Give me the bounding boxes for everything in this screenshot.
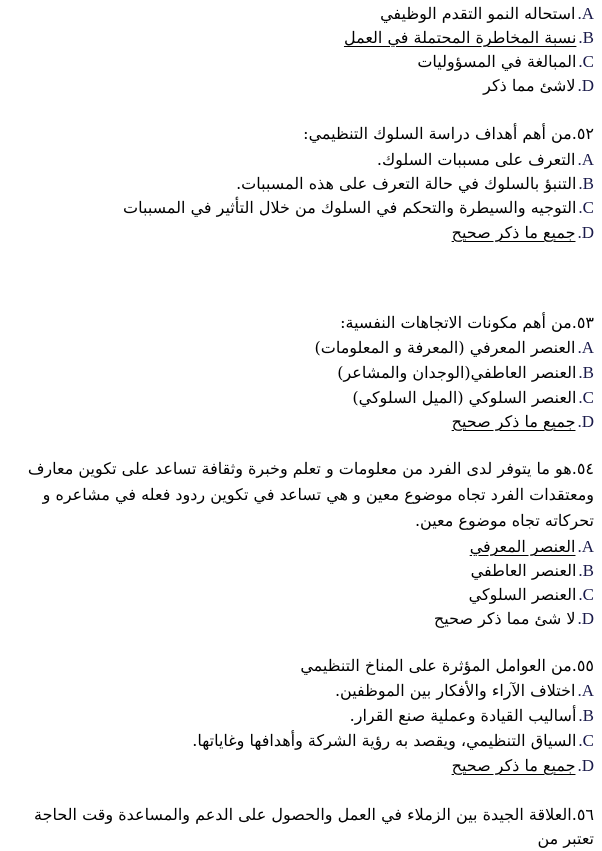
option-text: العنصر العاطفي(الوجدان والمشاعر) [337, 363, 577, 382]
q55-option-a [8, 681, 594, 701]
q54-question-line-2: ومعتقدات الفرد تجاه موضوع معين و هي تساعد في تكوين ردود فعله في مشاعره و [42, 485, 594, 504]
option-text: العنصر السلوكي [468, 585, 577, 604]
option-letter: C. [578, 388, 594, 407]
q52-question: ٥٢.من أهم أهداف دراسة السلوك التنظيمي: [303, 124, 594, 143]
option-letter: D. [577, 76, 594, 95]
option-letter: A. [577, 537, 594, 556]
q53-option-c [8, 388, 594, 408]
option-text: استحاله النمو التقدم الوظيفي [380, 4, 576, 23]
option-letter: C. [578, 198, 594, 217]
option-letter: B. [578, 561, 594, 580]
option-letter: C. [578, 52, 594, 71]
q54-question-line-1: ٥٤.هو ما يتوفر لدى الفرد من معلومات و تعلم وخبرة وثقافة تساعد على تكوين معارف [27, 459, 594, 478]
q51-option-c [8, 52, 594, 72]
q54-option-c [8, 585, 594, 605]
q56-question-line-2: تعتبر من [537, 829, 594, 848]
option-letter: B. [578, 363, 594, 382]
option-letter: C. [578, 731, 594, 750]
option-text: لا شئ مما ذكر صحيح [433, 609, 576, 628]
option-letter: B. [578, 28, 594, 47]
q54-option-a [8, 537, 594, 557]
q56-question-line-1: ٥٦.العلاقة الجيدة بين الزملاء في العمل والحصول على الدعم والمساعدة وقت الحاجة [33, 805, 594, 824]
q52-option-c [8, 198, 594, 218]
q53-option-a [8, 338, 594, 358]
q54-option-b [8, 561, 594, 581]
option-text: اختلاف الآراء والأفكار بين الموظفين. [334, 681, 576, 700]
option-text: العنصر العاطفي [470, 561, 577, 580]
option-letter: A. [577, 338, 594, 357]
q53-option-b [8, 363, 594, 383]
q55-question: ٥٥.من العوامل المؤثرة على المناخ التنظيمي [300, 656, 594, 675]
option-text: التوجيه والسيطرة والتحكم في السلوك من خلال التأثير في المسببات [123, 198, 577, 217]
q53-question: ٥٣.من أهم مكونات الاتجاهات النفسية: [340, 313, 594, 332]
option-letter: A. [577, 681, 594, 700]
q51-option-a [8, 4, 594, 24]
option-text: جميع ما ذكر صحيح [451, 412, 576, 431]
option-letter: D. [577, 412, 594, 431]
q52-option-b [8, 174, 594, 194]
option-text: التعرف على مسببات السلوك. [376, 150, 576, 169]
option-letter: B. [578, 706, 594, 725]
q54-option-d [8, 609, 594, 629]
option-text: جميع ما ذكر صحيح [451, 223, 576, 242]
option-letter: D. [577, 609, 594, 628]
option-text: التنبؤ بالسلوك في حالة التعرف على هذه المسببات. [236, 174, 577, 193]
q52-option-d [8, 223, 594, 243]
q51-option-d [8, 76, 594, 96]
option-text: المبالغة في المسؤوليات [417, 52, 577, 71]
q52-option-a [8, 150, 594, 170]
option-letter: D. [577, 223, 594, 242]
option-text: العنصر السلوكي (الميل السلوكي) [352, 388, 577, 407]
q53-option-d [8, 412, 594, 432]
option-letter: A. [577, 4, 594, 23]
q55-option-d [8, 756, 594, 776]
option-text: أساليب القيادة وعملية صنع القرار. [349, 706, 577, 725]
option-text: العنصر المعرفي (المعرفة و المعلومات) [314, 338, 576, 357]
q54-question-line-3: تحركاته تجاه موضوع معين. [414, 511, 594, 530]
q55-option-c [8, 731, 594, 751]
option-text: العنصر المعرفي [469, 537, 576, 556]
q55-option-b [8, 706, 594, 726]
option-letter: A. [577, 150, 594, 169]
option-text: لاشئ مما ذكر [483, 76, 576, 95]
option-letter: B. [578, 174, 594, 193]
q51-option-b [8, 28, 594, 48]
option-letter: D. [577, 756, 594, 775]
option-text: جميع ما ذكر صحيح [451, 756, 576, 775]
option-text: نسبة المخاطرة المحتملة في العمل [343, 28, 577, 47]
option-letter: C. [578, 585, 594, 604]
option-text: السياق التنظيمي، ويقصد به رؤية الشركة وأهدافها وغاياتها. [192, 731, 577, 750]
